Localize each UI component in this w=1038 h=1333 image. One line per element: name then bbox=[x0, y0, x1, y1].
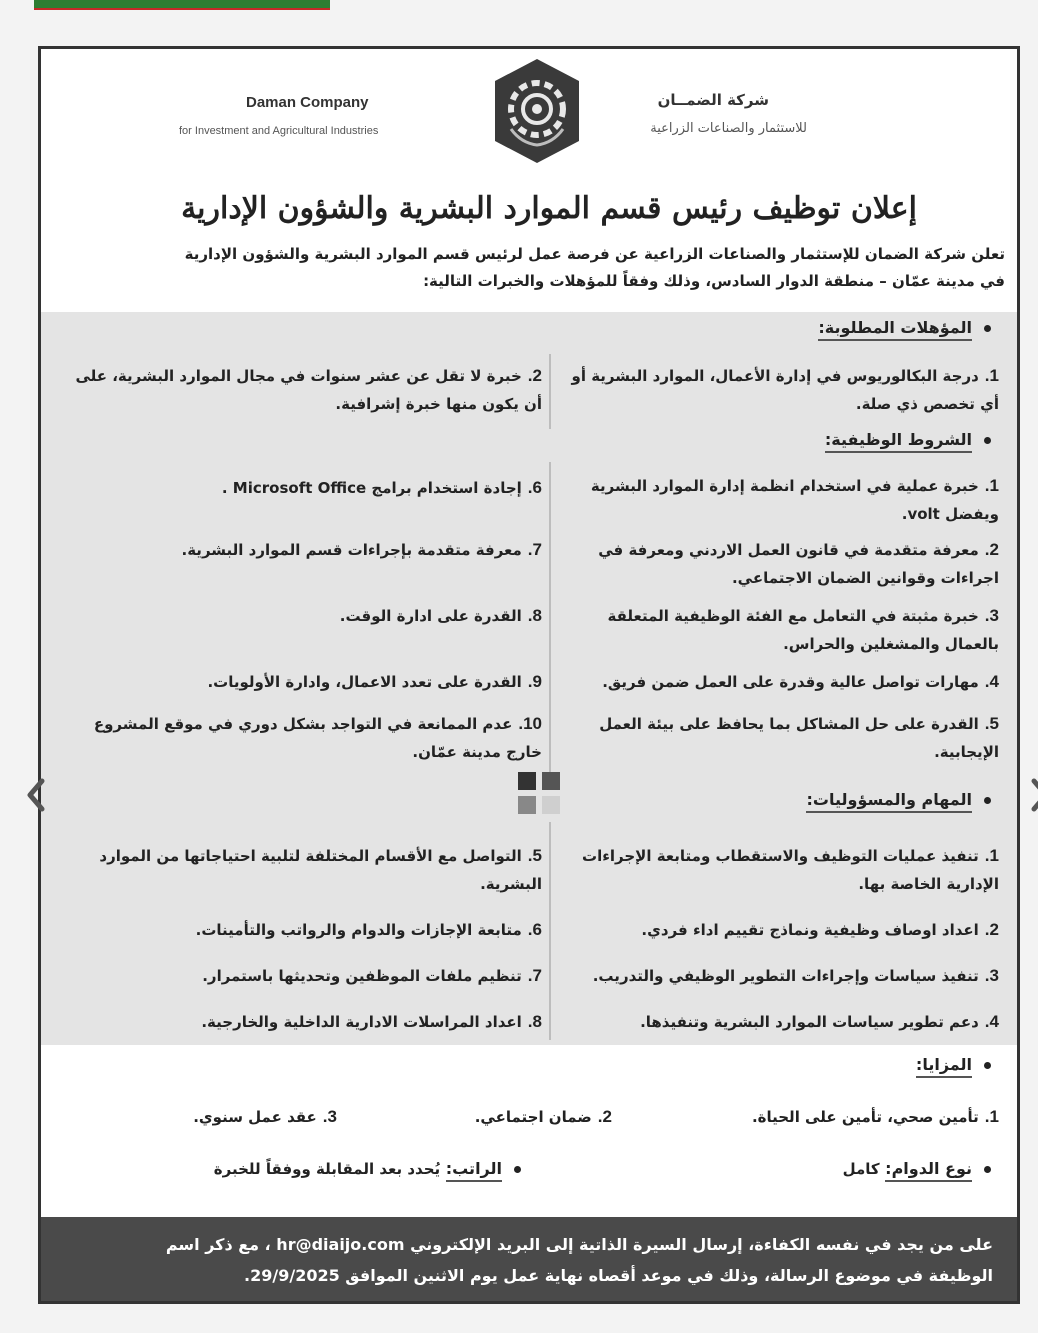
benefit-item: 2.ضمان اجتماعي. bbox=[474, 1107, 612, 1126]
column-divider bbox=[549, 462, 551, 782]
duty-item: 2.اعداد اوصاف وظيفية ونماذج تقييم اداء فردي. bbox=[641, 920, 999, 939]
top-color-bar bbox=[34, 0, 330, 10]
benefit-item: 3.عقد عمل سنوي. bbox=[193, 1107, 337, 1126]
ad-title: إعلان توظيف رئيس قسم الموارد البشرية والشؤون الإدارية bbox=[181, 191, 917, 226]
condition-item: 4.مهارات تواصل عالية وقدرة على العمل ضمن فريق. bbox=[602, 672, 999, 691]
job-advertisement bbox=[38, 46, 1020, 1304]
duty-item: 6.متابعة الإجازات والدوام والرواتب والتأمينات. bbox=[195, 920, 542, 939]
requirements-section bbox=[41, 312, 1017, 1045]
duties-heading: المهام والمسؤوليات: bbox=[806, 790, 991, 809]
condition-item: 6.إجادة استخدام برامج Microsoft Office . bbox=[221, 478, 542, 497]
qualifications-heading: المؤهلات المطلوبة: bbox=[818, 318, 991, 337]
footer-line-2: الوظيفة في موضوع الرسالة، وذلك في موعد أقصاه نهاية عمل يوم الاثنين الموافق 29/9/2025. bbox=[244, 1266, 993, 1285]
benefits-heading: المزايا: bbox=[916, 1055, 991, 1074]
ad-intro bbox=[45, 241, 1005, 295]
grid-icon[interactable] bbox=[518, 772, 562, 816]
qualification-item: 2.خبرة لا تقل عن عشر سنوات في مجال الموارد البشرية، على أن يكون منها خبرة إشرافية. bbox=[75, 366, 542, 413]
company-subtitle-en: for Investment and Agricultural Industries bbox=[179, 125, 379, 137]
benefit-item: 1.تأمين صحي، تأمين على الحياة. bbox=[751, 1107, 999, 1126]
qualification-item: 1.درجة البكالوريوس في إدارة الأعمال، الموارد البشرية أو أي تخصص ذي صلة. bbox=[571, 366, 999, 413]
condition-item: 2.معرفة متقدمة في قانون العمل الاردني ومعرفة في اجراءات وقوانين الضمان الاجتماعي. bbox=[598, 540, 999, 587]
duty-item: 7.تنظيم ملفات الموظفين وتحديثها باستمرار. bbox=[202, 966, 542, 985]
application-footer bbox=[41, 1217, 1017, 1301]
duty-item: 8.اعداد المراسلات الادارية الداخلية والخارجية. bbox=[201, 1012, 542, 1031]
condition-item: 7.معرفة متقدمة بإجراءات قسم الموارد البشرية. bbox=[181, 540, 542, 559]
footer-line-1: على من يجد في نفسه الكفاءة، إرسال السيرة الذاتية إلى البريد الإلكتروني hr@diaijo.com ، مع ذكر اسم bbox=[165, 1235, 993, 1254]
title-block bbox=[41, 177, 1017, 312]
condition-item: 10.عدم الممانعة في التواجد بشكل دوري في موقع المشروع خارج مدينة عمّان. bbox=[93, 714, 542, 761]
condition-item: 5.القدرة على حل المشاكل بما يحافظ على بيئة العمل الإيجابية. bbox=[599, 714, 999, 761]
condition-item: 1.خبرة عملية في استخدام انظمة إدارة الموارد البشرية ويفضل volt. bbox=[590, 476, 999, 523]
salary-value: يُحدد بعد المقابلة ووفقاً للخبرة bbox=[213, 1160, 441, 1178]
application-instructions bbox=[53, 1229, 993, 1291]
intro-line-2: في مدينة عمّان – منطقة الدوار السادس، وذلك وفقاً للمؤهلات والخبرات التالية: bbox=[423, 272, 1005, 290]
conditions-heading: الشروط الوظيفية: bbox=[825, 430, 991, 449]
intro-line-1: تعلن شركة الضمان للإستثمار والصناعات الزراعية عن فرصة عمل لرئيس قسم الموارد البشرية والشؤون الإدارية bbox=[184, 245, 1005, 263]
company-subtitle-ar: للاستثمار والصناعات الزراعية bbox=[650, 121, 807, 136]
duty-item: 4.دعم تطوير سياسات الموارد البشرية وتنفيذها. bbox=[640, 1012, 999, 1031]
salary: الراتب: يُحدد بعد المقابلة ووفقاً للخبرة bbox=[214, 1159, 521, 1178]
column-divider bbox=[549, 354, 551, 429]
column-divider bbox=[549, 822, 551, 1040]
condition-item: 8.القدرة على ادارة الوقت. bbox=[339, 606, 542, 625]
gear-wheat-logo-icon bbox=[491, 57, 583, 165]
work-type-value: كامل bbox=[842, 1160, 880, 1178]
company-header bbox=[41, 49, 1017, 180]
company-name-ar: شركة الضمــان bbox=[657, 91, 769, 109]
condition-item: 3.خبرة مثبتة في التعامل مع الفئة الوظيفية المتعلقة بالعمال والمشغلين والحراس. bbox=[607, 606, 999, 653]
duty-item: 3.تنفيذ سياسات وإجراءات التطوير الوظيفي والتدريب. bbox=[592, 966, 999, 985]
duty-item: 5.التواصل مع الأقسام المختلفة لتلبية احتياجاتها من الموارد البشرية. bbox=[99, 846, 542, 893]
work-type: نوع الدوام: كامل bbox=[843, 1159, 991, 1178]
company-name-en: Daman Company bbox=[246, 94, 369, 111]
chevron-right-icon[interactable] bbox=[1030, 778, 1038, 812]
chevron-left-icon[interactable] bbox=[26, 778, 46, 812]
duty-item: 1.تنفيذ عمليات التوظيف والاستقطاب ومتابعة الإجراءات الإدارية الخاصة بها. bbox=[582, 846, 999, 893]
condition-item: 9.القدرة على تعدد الاعمال، وادارة الأولويات. bbox=[207, 672, 542, 691]
